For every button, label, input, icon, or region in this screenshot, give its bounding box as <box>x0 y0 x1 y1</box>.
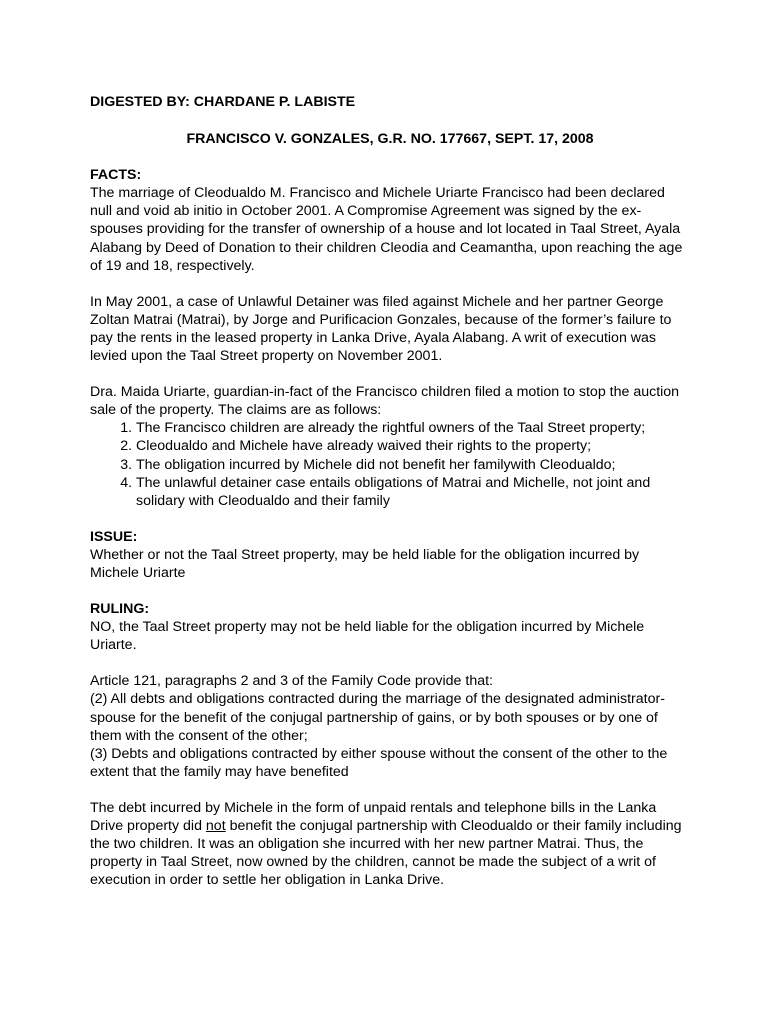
document-page <box>90 93 690 889</box>
article-intro: Article 121, paragraphs 2 and 3 of the Family Code provide that: <box>90 673 493 690</box>
claim-item-3: 3. The obligation incurred by Michele did not benefit her familywith Cleodualdo; <box>136 456 690 474</box>
claim-item-4: 4. The unlawful detainer case entails obligations of Matrai and Michelle, not joint and solidary with Cleodualdo and their family <box>136 474 690 510</box>
final-text-before: The debt incurred by Michele in the form of unpaid rentals and telephone bills in the Lanka Drive property did <box>90 799 657 834</box>
facts-paragraph-1: The marriage of Cleodualdo M. Francisco and Michele Uriarte Francisco had been declared null and void ab initio in October 2001. A Compromise Agreement was signed by the ex-spouses providing for the transfer of ownership of a house and lot located in Taal Street, Ayala Alabang by Deed of Donation to their children Cleodia and Ceamantha, upon reaching the age of 19 and 18, respectively. <box>90 185 683 274</box>
ruling-paragraph-1: NO, the Taal Street property may not be held liable for the obligation incurred by Michele Uriarte. <box>90 619 645 654</box>
issue-text: Whether or not the Taal Street property, may be held liable for the obligation incurred by Michele Uriarte <box>90 546 640 581</box>
ruling-heading: RULING: <box>90 601 150 618</box>
article-paragraph-2: (2) All debts and obligations contracted during the marriage of the designated administrator-spouse for the benefit of the conjugal partnership of gains, or by both spouses or by one of them with the consent of the other; <box>90 691 665 744</box>
case-title: FRANCISCO V. GONZALES, G.R. NO. 177667, SEPT. 17, 2008 <box>186 131 594 148</box>
facts-heading: FACTS: <box>90 167 142 184</box>
final-text-underlined: not <box>205 818 226 834</box>
facts-paragraph-2: In May 2001, a case of Unlawful Detainer was filed against Michele and her partner George Zoltan Matrai (Matrai), by Jorge and Purificacion Gonzales, because of the former’s failure to pay the rents in the leased property in Lanka Drive, Ayala Alabang. A writ of execution was levied upon the Taal Street property on November 2001. <box>90 293 672 365</box>
claim-item-2: 2. Cleodualdo and Michele have already waived their rights to the property; <box>136 437 690 455</box>
digested-by-line: DIGESTED BY: CHARDANE P. LABISTE <box>90 94 356 110</box>
issue-heading: ISSUE: <box>90 528 138 545</box>
final-text-after: benefit the conjugal partnership with Cleodualdo or their family including the two children. It was an obligation she incurred with her new partner Matrai. Thus, the property in Taal Street, now owned by the children, cannot be made the subject of a writ of execution in order to settle her obligation in Lanka Drive. <box>90 818 682 889</box>
facts-paragraph-3: Dra. Maida Uriarte, guardian-in-fact of the Francisco children filed a motion to stop the auction sale of the property. The claims are as follows: <box>90 384 680 419</box>
claims-list <box>90 419 690 509</box>
ruling-final-paragraph <box>90 799 690 889</box>
claim-item-1: 1. The Francisco children are already the rightful owners of the Taal Street property; <box>136 419 690 437</box>
article-paragraph-3: (3) Debts and obligations contracted by either spouse without the consent of the other to the extent that the family may have benefited <box>90 745 668 780</box>
